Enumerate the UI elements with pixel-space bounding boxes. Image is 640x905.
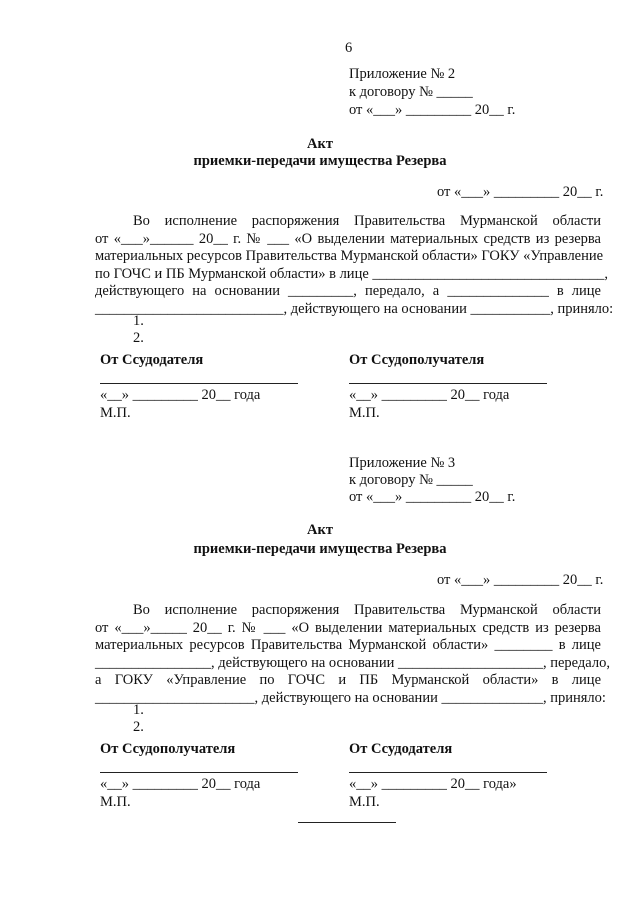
act-1-body-line: материальных ресурсов Правительства Мурманской области» ГОКУ «Управление [95,248,604,265]
act-1-subtitle: приемки-передачи имущества Резерва [193,153,447,169]
act-2-right-party: От Ссудодателя [349,741,453,757]
act-2-item: 1. [133,702,144,718]
appendix-2-title: Приложение № 2 [349,66,456,82]
act-1-left-party: От Ссудодателя [100,352,204,368]
act-1-item: 2. [133,330,144,346]
act-1-right-stamp: М.П. [349,405,380,421]
act-1-date: от «___» _________ 20__ г. [437,184,604,200]
act-1-title: Акт [307,136,333,152]
act-2-body-line: а ГОКУ «Управление по ГОЧС и ПБ Мурманской области» в лице [95,672,601,689]
act-2-body-line: от «___»_____ 20__ г. № ___ «О выделении материальных средств из резерва [95,619,601,636]
act-2-left-signature-line [100,772,298,773]
act-2-title: Акт [307,522,333,538]
act-1-body-line: от «___»______ 20__ г. № ___ «О выделении материальных средств из резерва [95,230,601,247]
act-1-right-date: «__» _________ 20__ года [349,387,510,403]
act-2-body [95,602,610,708]
act-2-left-date: «__» _________ 20__ года [100,776,261,792]
act-1-body-line: по ГОЧС и ПБ Мурманской области» в лице ________________________________, [95,265,609,282]
act-2-right-date: «__» _________ 20__ года» [349,776,517,792]
act-1-left-date: «__» _________ 20__ года [100,387,261,403]
act-1-left-signature-line [100,383,298,384]
act-2-subtitle: приемки-передачи имущества Резерва [193,541,447,557]
page-number: 6 [345,40,353,56]
act-1-body-line: Во исполнение распоряжения Правительства Мурманской области [133,213,601,229]
act-2-right-stamp: М.П. [349,794,380,810]
act-1-body [95,213,614,319]
act-2-date: от «___» _________ 20__ г. [437,572,604,588]
act-2-left-party: От Ссудополучателя [100,741,236,757]
appendix-3-date: от «___» _________ 20__ г. [349,489,516,505]
act-2-body-line: Во исполнение распоряжения Правительства Мурманской области [133,602,601,618]
appendix-2-contract: к договору № _____ [349,84,473,100]
appendix-3-title: Приложение № 3 [349,455,456,471]
act-1-left-stamp: М.П. [100,405,131,421]
act-1-right-party: От Ссудополучателя [349,352,485,368]
appendix-2-date: от «___» _________ 20__ г. [349,102,516,118]
act-1-body-line: __________________________, действующего на основании ___________, приняло: [95,300,614,317]
act-1-right-signature-line [349,383,547,384]
act-1-item: 1. [133,313,144,329]
act-2-body-line: ________________, действующего на основании ____________________, передало, [95,654,610,671]
act-2-item: 2. [133,719,144,735]
act-1-body-line: действующего на основании _________, передало, а ______________ в лице [95,283,601,300]
appendix-3-contract: к договору № _____ [349,472,473,488]
act-2-body-line: материальных ресурсов Правительства Мурманской области» ________ в лице [95,637,601,654]
act-2-right-signature-line [349,772,547,773]
act-2-body-line: ______________________, действующего на основании ______________, приняло: [95,689,606,706]
act-2-left-stamp: М.П. [100,794,131,810]
closing-divider [298,822,396,823]
